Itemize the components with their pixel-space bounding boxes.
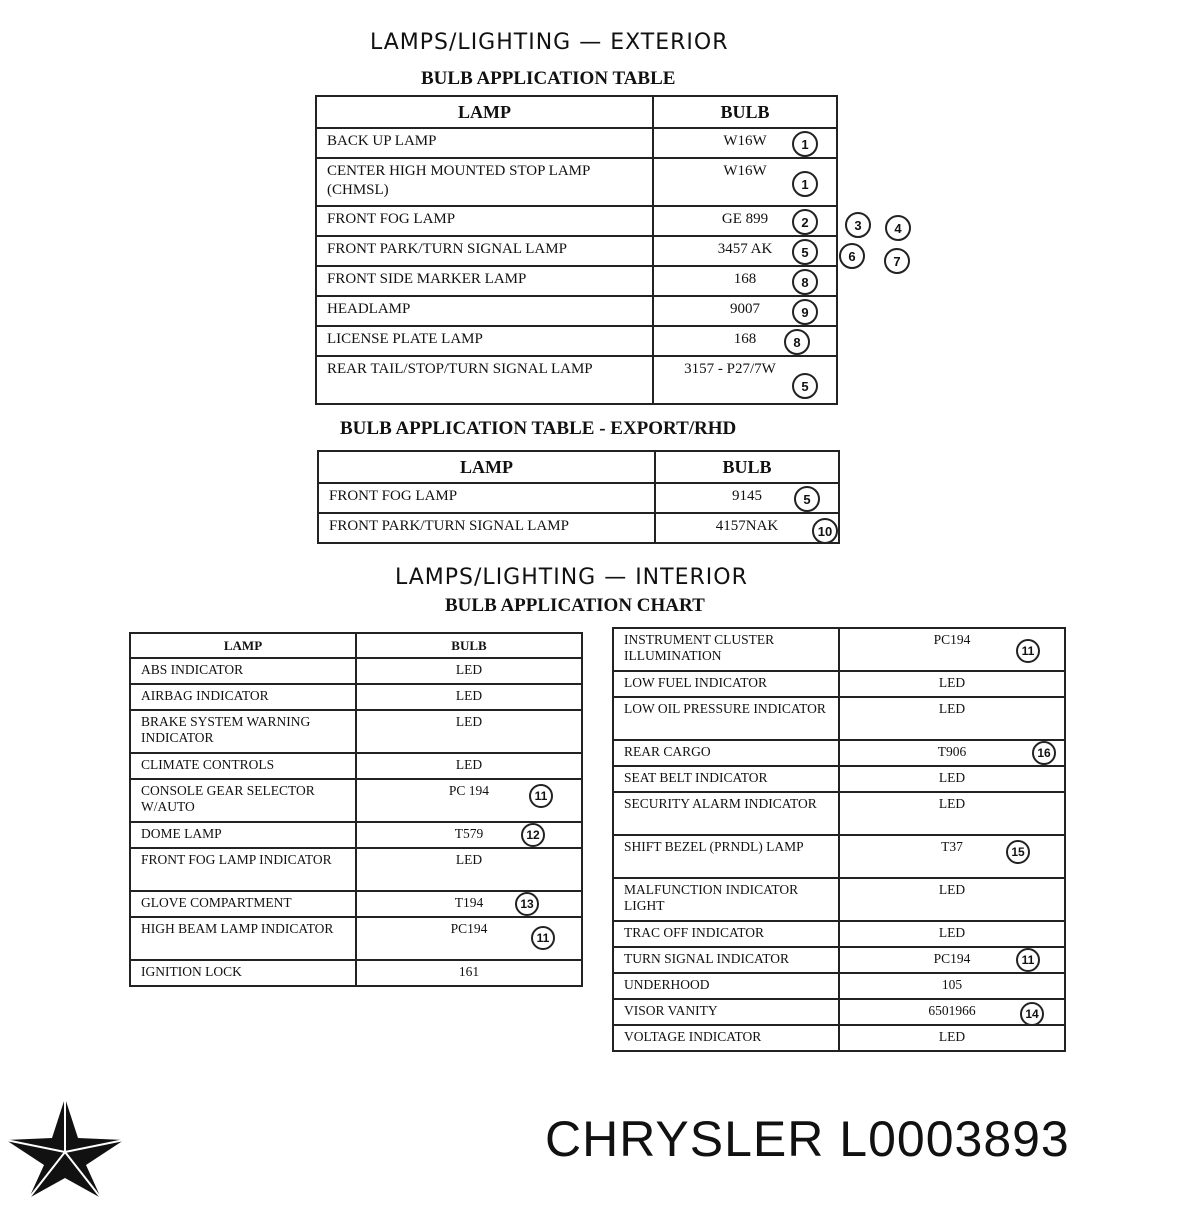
- table-row: [130, 848, 582, 891]
- lamp-cell: MALFUNCTION INDICATOR LIGHT: [613, 878, 839, 921]
- lamp-cell: INSTRUMENT CLUSTER ILLUMINATION: [613, 628, 839, 671]
- lamp-cell: FRONT PARK/TURN SIGNAL LAMP: [316, 236, 653, 266]
- bulb-cell: T194 13: [356, 891, 582, 917]
- table-row: [316, 296, 837, 326]
- callout-number-badge: 1: [792, 171, 818, 197]
- table-row: [613, 792, 1065, 835]
- interior-chart-title: BULB APPLICATION CHART: [445, 595, 705, 616]
- callout-number-badge: 5: [792, 239, 818, 265]
- lamp-cell: TURN SIGNAL INDICATOR: [613, 947, 839, 973]
- table-row: [613, 921, 1065, 947]
- interior-heading: LAMPS/LIGHTING — INTERIOR: [395, 565, 748, 590]
- bulb-cell: LED: [356, 753, 582, 779]
- interior-right-table: [612, 627, 1066, 1052]
- table-row: [613, 628, 1065, 671]
- export-bulb-header: BULB: [655, 451, 839, 483]
- lamp-cell: SEAT BELT INDICATOR: [613, 766, 839, 792]
- exterior-bulb-table: [315, 95, 838, 405]
- bulb-cell: PC194 11: [839, 947, 1065, 973]
- bulb-cell: LED: [356, 658, 582, 684]
- lamp-cell: LOW OIL PRESSURE INDICATOR: [613, 697, 839, 740]
- bulb-cell: LED: [839, 1025, 1065, 1051]
- callout-number-badge: 7: [884, 248, 910, 274]
- bulb-cell: 6501966 14: [839, 999, 1065, 1025]
- table-row: [613, 878, 1065, 921]
- callout-number-badge: 4: [885, 215, 911, 241]
- pentastar-logo-icon: [0, 1090, 130, 1200]
- table-row: [130, 822, 582, 848]
- exterior-heading: LAMPS/LIGHTING — EXTERIOR: [370, 30, 729, 55]
- brand-part-number: CHRYSLER L0003893: [545, 1111, 1070, 1167]
- bulb-cell: LED: [356, 848, 582, 891]
- export-table-title: BULB APPLICATION TABLE - EXPORT/RHD: [340, 418, 737, 439]
- callout-number-badge: 8: [792, 269, 818, 295]
- table-row: [318, 513, 839, 543]
- table-row: [613, 1025, 1065, 1051]
- lamp-cell: HIGH BEAM LAMP INDICATOR: [130, 917, 356, 960]
- lamp-cell: FRONT FOG LAMP INDICATOR: [130, 848, 356, 891]
- table-row: [613, 999, 1065, 1025]
- callout-number-badge: 11: [1016, 639, 1040, 663]
- bulb-cell: 168 8: [653, 326, 837, 356]
- lamp-cell: CONSOLE GEAR SELECTOR W/AUTO: [130, 779, 356, 822]
- bulb-cell: 3457 AK 5: [653, 236, 837, 266]
- table-row: [130, 891, 582, 917]
- bulb-cell: LED: [839, 671, 1065, 697]
- table-row: [316, 326, 837, 356]
- lamp-cell: SECURITY ALARM INDICATOR: [613, 792, 839, 835]
- callout-number-badge: 12: [521, 823, 545, 847]
- callout-number-badge: 2: [792, 209, 818, 235]
- callout-number-badge: 3: [845, 212, 871, 238]
- lamp-cell: AIRBAG INDICATOR: [130, 684, 356, 710]
- lamp-cell: FRONT PARK/TURN SIGNAL LAMP: [318, 513, 655, 543]
- lamp-cell: UNDERHOOD: [613, 973, 839, 999]
- callout-number-badge: 11: [1016, 948, 1040, 972]
- table-row: [613, 766, 1065, 792]
- interior-bulb-header: BULB: [356, 633, 582, 658]
- bulb-cell: PC194 11: [839, 628, 1065, 671]
- table-row: [613, 973, 1065, 999]
- lamp-cell: VISOR VANITY: [613, 999, 839, 1025]
- export-bulb-table: [317, 450, 840, 544]
- bulb-cell: 3157 - P27/7W 5: [653, 356, 837, 404]
- bulb-cell: PC194 11: [356, 917, 582, 960]
- lamp-cell: DOME LAMP: [130, 822, 356, 848]
- lamp-cell: TRAC OFF INDICATOR: [613, 921, 839, 947]
- table-row: [613, 740, 1065, 766]
- table-row: [316, 236, 837, 266]
- callout-number-badge: 5: [794, 486, 820, 512]
- lamp-cell: GLOVE COMPARTMENT: [130, 891, 356, 917]
- bulb-cell: LED: [839, 697, 1065, 740]
- bulb-cell: LED: [839, 792, 1065, 835]
- table-row: [130, 710, 582, 753]
- callout-number-badge: 14: [1020, 1002, 1044, 1025]
- bulb-cell: T579 12: [356, 822, 582, 848]
- callout-number-badge: 11: [531, 926, 555, 950]
- table-row: [316, 158, 837, 206]
- table-row: [130, 917, 582, 960]
- lamp-cell: HEADLAMP: [316, 296, 653, 326]
- table-row: [316, 206, 837, 236]
- bulb-cell: PC 194 11: [356, 779, 582, 822]
- bulb-cell: LED: [839, 766, 1065, 792]
- lamp-cell: CLIMATE CONTROLS: [130, 753, 356, 779]
- callout-number-badge: 11: [529, 784, 553, 808]
- bulb-cell: 9145 5: [655, 483, 839, 513]
- callout-number-badge: 10: [812, 518, 838, 543]
- lamp-cell: BACK UP LAMP: [316, 128, 653, 158]
- bulb-cell: W16W 1: [653, 158, 837, 206]
- bulb-cell: 105: [839, 973, 1065, 999]
- callout-number-badge: 8: [784, 329, 810, 355]
- bulb-cell: T37 15: [839, 835, 1065, 878]
- bulb-cell: T906 16: [839, 740, 1065, 766]
- lamp-cell: BRAKE SYSTEM WARNING INDICATOR: [130, 710, 356, 753]
- bulb-cell: LED: [839, 878, 1065, 921]
- bulb-cell: LED: [839, 921, 1065, 947]
- lamp-cell: LOW FUEL INDICATOR: [613, 671, 839, 697]
- callout-number-badge: 15: [1006, 840, 1030, 864]
- lamp-cell: ABS INDICATOR: [130, 658, 356, 684]
- lamp-cell: REAR CARGO: [613, 740, 839, 766]
- lamp-cell: FRONT SIDE MARKER LAMP: [316, 266, 653, 296]
- bulb-cell: LED: [356, 684, 582, 710]
- bulb-cell: GE 899 2: [653, 206, 837, 236]
- callout-number-badge: 1: [792, 131, 818, 157]
- callout-number-badge: 9: [792, 299, 818, 325]
- table-row: [316, 356, 837, 404]
- table-row: [613, 697, 1065, 740]
- table-row: [613, 947, 1065, 973]
- exterior-lamp-header: LAMP: [316, 96, 653, 128]
- table-row: [130, 753, 582, 779]
- callout-number-badge: 5: [792, 373, 818, 399]
- table-row: [613, 671, 1065, 697]
- table-row: [316, 128, 837, 158]
- interior-lamp-header: LAMP: [130, 633, 356, 658]
- exterior-table-title: BULB APPLICATION TABLE: [421, 68, 676, 89]
- table-row: [130, 684, 582, 710]
- table-row: [316, 266, 837, 296]
- lamp-cell: IGNITION LOCK: [130, 960, 356, 986]
- interior-left-table: [129, 632, 583, 987]
- callout-number-badge: 16: [1032, 741, 1056, 765]
- export-lamp-header: LAMP: [318, 451, 655, 483]
- bulb-cell: 9007 9: [653, 296, 837, 326]
- callout-number-badge: 6: [839, 243, 865, 269]
- bulb-cell: 161: [356, 960, 582, 986]
- table-row: [130, 960, 582, 986]
- bulb-cell: LED: [356, 710, 582, 753]
- bulb-cell: W16W 1: [653, 128, 837, 158]
- table-row: [130, 658, 582, 684]
- table-row: [318, 483, 839, 513]
- bulb-cell: 168 8: [653, 266, 837, 296]
- lamp-cell: SHIFT BEZEL (PRNDL) LAMP: [613, 835, 839, 878]
- lamp-cell: VOLTAGE INDICATOR: [613, 1025, 839, 1051]
- table-row: [613, 835, 1065, 878]
- lamp-cell: LICENSE PLATE LAMP: [316, 326, 653, 356]
- callout-number-badge: 13: [515, 892, 539, 916]
- bulb-cell: 4157NAK 10: [655, 513, 839, 543]
- table-row: [130, 779, 582, 822]
- exterior-bulb-header: BULB: [653, 96, 837, 128]
- lamp-cell: REAR TAIL/STOP/TURN SIGNAL LAMP: [316, 356, 653, 404]
- lamp-cell: FRONT FOG LAMP: [316, 206, 653, 236]
- lamp-cell: FRONT FOG LAMP: [318, 483, 655, 513]
- lamp-cell: CENTER HIGH MOUNTED STOP LAMP (CHMSL): [316, 158, 653, 206]
